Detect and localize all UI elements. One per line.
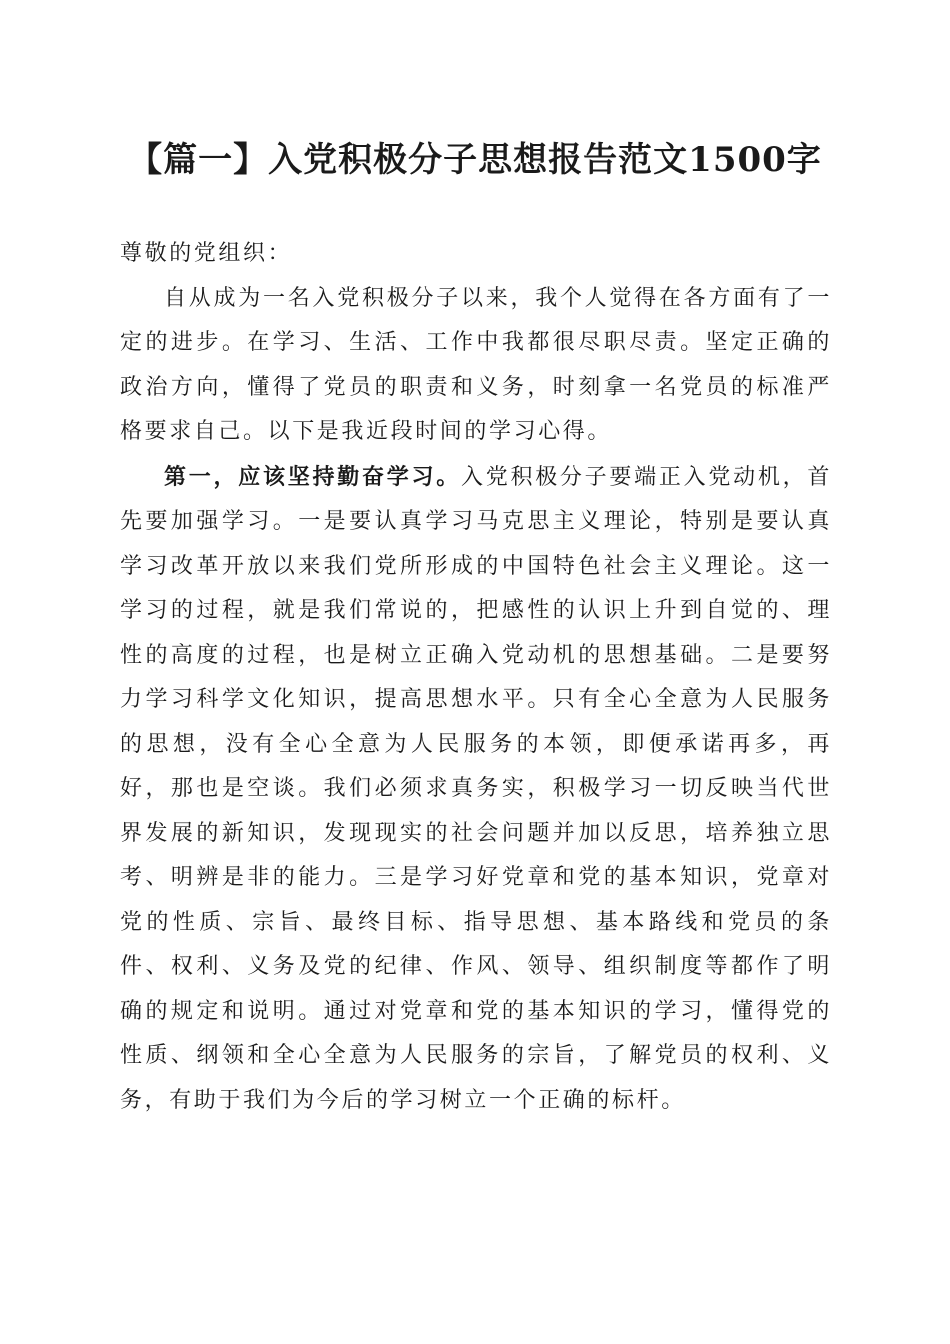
paragraph-1: 自从成为一名入党积极分子以来，我个人觉得在各方面有了一定的进步。在学习、生活、工作中我都很尽职尽责。坚定正确的政治方向，懂得了党员的职责和义务，时刻拿一名党员的标准严格要求自己。以下是我近段时间的学习心得。 [120, 285, 832, 444]
document-body [120, 232, 832, 1123]
salutation: 尊敬的党组织： [120, 241, 293, 266]
paragraph-2-lead: 第一，应该坚持勤奋学习。 [164, 463, 461, 490]
paragraph-2-body: 入党积极分子要端正入党动机，首先要加强学习。一是要认真学习马克思主义理论，特别是要认真学习改革开放以来我们党所形成的中国特色社会主义理论。这一学习的过程，就是我们常说的，把感性的认识上升到自觉的、理性的高度的过程，也是树立正确入党动机的思想基础。二是要努力学习科学文化知识，提高思想水平。只有全心全意为人民服务的思想，没有全心全意为人民服务的本领，即便承诺再多，再好，那也是空谈。我们必须求真务实，积极学习一切反映当代世界发展的新知识，发现现实的社会问题并加以反思，培养独立思考、明辨是非的能力。三是学习好党章和党的基本知识，党章对党的性质、宗旨、最终目标、指导思想、基本路线和党员的条件、权利、义务及党的纪律、作风、领导、组织制度等都作了明确的规定和说明。通过对党章和党的基本知识的学习，懂得党的性质、纲领和全心全意为人民服务的宗旨，了解党员的权利、义务，有助于我们为今后的学习树立一个正确的标杆。 [120, 464, 832, 1113]
document-title: 【篇一】入党积极分子思想报告范文1500字 [128, 140, 822, 180]
paragraph-2 [120, 455, 832, 1124]
